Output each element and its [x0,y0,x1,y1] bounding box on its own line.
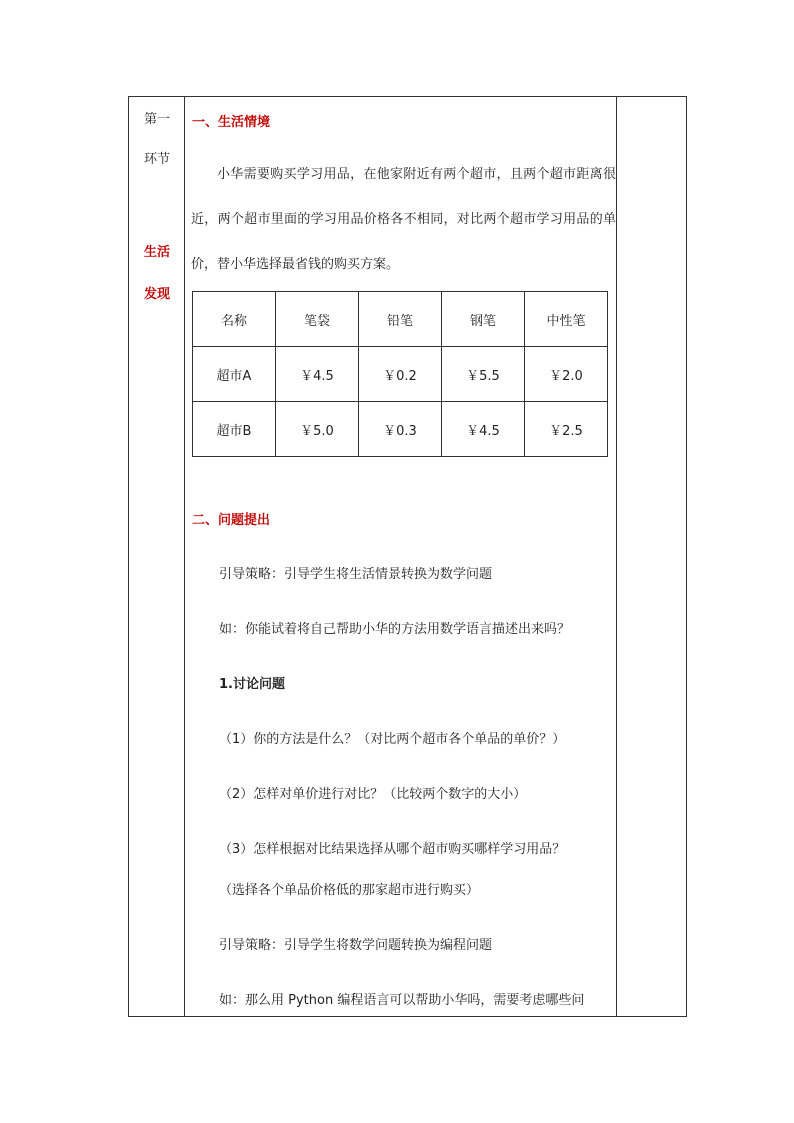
table-cell: ￥2.0 [525,347,608,402]
example-question-2: 如：那么用 Python 编程语言可以帮助小华吗，需要考虑哪些问 [219,993,585,1008]
table-row [193,347,608,402]
table-row [193,402,608,457]
discussion-title: 1.讨论问题 [219,677,285,692]
table-cell: ￥0.3 [359,402,442,457]
table-cell: 超市B [193,402,276,457]
table-cell: ￥4.5 [442,402,525,457]
column-divider-left [184,97,185,1016]
example-question-1: 如：你能试着将自己帮助小华的方法用数学语言描述出来吗？ [219,622,571,637]
stage-label-line1: 第一 [143,112,170,127]
table-header-cell: 中性笔 [525,292,608,347]
lesson-table [128,96,687,1017]
table-header-cell: 钢笔 [442,292,525,347]
table-cell: ￥2.5 [525,402,608,457]
discussion-question-1: （1）你的方法是什么？（对比两个超市各个单品的单价？） [219,732,566,747]
section1-heading: 一、生活情境 [192,115,271,130]
stage-title-line2: 发现 [143,287,170,302]
discussion-question-2: （2）怎样对单价进行对比？（比较两个数字的大小） [219,787,527,802]
strategy-text-1: 引导策略：引导学生将生活情景转换为数学问题 [219,567,493,582]
table-cell: 超市A [193,347,276,402]
strategy-text-2: 引导策略：引导学生将数学问题转换为编程问题 [219,938,493,953]
table-cell: ￥5.0 [276,402,359,457]
table-cell: ￥0.2 [359,347,442,402]
section2-heading: 二、问题提出 [192,513,271,528]
table-header-cell: 名称 [193,292,276,347]
column-divider-right [616,97,617,1016]
stage-label-line2: 环节 [143,152,170,167]
table-header-cell: 铅笔 [359,292,442,347]
table-cell: ￥4.5 [276,347,359,402]
discussion-answer-3: （选择各个单品价格低的那家超市进行购买） [219,883,480,898]
table-header-cell: 笔袋 [276,292,359,347]
price-table [192,291,608,457]
stage-title-line1: 生活 [143,245,170,260]
scenario-paragraph: 小华需要购买学习用品，在他家附近有两个超市，且两个超市距离很近，两个超市里面的学习用品价格各不相同，对比两个超市学习用品的单价，替小华选择最省钱的购买方案。 [191,167,616,272]
discussion-question-3: （3）怎样根据对比结果选择从哪个超市购买哪样学习用品？ [219,842,566,857]
table-header-row [193,292,608,347]
table-cell: ￥5.5 [442,347,525,402]
